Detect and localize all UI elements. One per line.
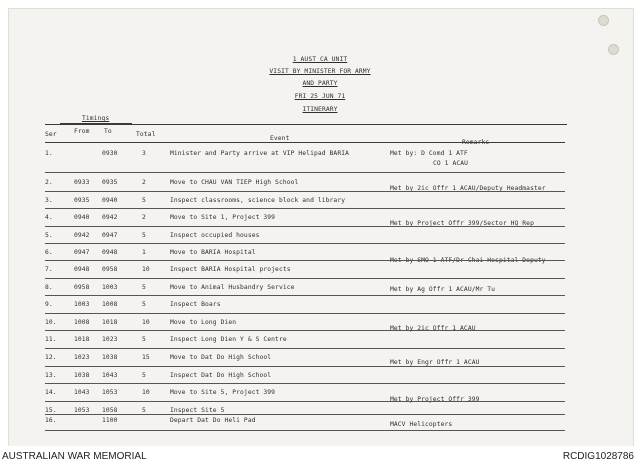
cell-ser: 8. (45, 284, 53, 291)
total-header: Total (136, 131, 156, 138)
cell-event: Move to Site 1, Project 399 (170, 214, 276, 221)
cell-ser: 5. (45, 232, 53, 239)
cell-from: 0947 (74, 249, 90, 256)
event-header: Event (270, 135, 290, 142)
cell-total: 1 (142, 249, 146, 256)
row-rule (45, 172, 565, 173)
punch-hole (608, 44, 619, 55)
cell-total: 5 (142, 232, 146, 239)
cell-event: Inspect classrooms, science block and library (170, 197, 346, 204)
ser-header: Ser (45, 131, 57, 138)
timings-header: Timings (82, 115, 110, 122)
footer-id: RCDIG1028786 (562, 451, 634, 462)
cell-from: 0933 (74, 179, 90, 186)
table-row (0, 197, 640, 212)
row-rule (45, 191, 565, 192)
cell-from: 1023 (74, 354, 90, 361)
cell-from: 1008 (74, 319, 90, 326)
cell-total: 5 (142, 284, 146, 291)
footer-source: AUSTRALIAN WAR MEMORIAL (2, 451, 147, 462)
row-rule (45, 430, 565, 431)
cell-from: 1003 (74, 301, 90, 308)
footer-bar (0, 446, 640, 465)
table-row (0, 249, 640, 264)
cell-event: Move to Dat Do High School (170, 354, 272, 361)
cell-to: 1058 (102, 407, 118, 414)
cell-total: 2 (142, 214, 146, 221)
cell-ser: 11. (45, 336, 57, 343)
row-rule (45, 366, 565, 367)
cell-ser: 2. (45, 179, 53, 186)
table-row (0, 284, 640, 299)
cell-to: 1100 (102, 417, 118, 424)
cell-event: Inspect Long Dien Y & S Centre (170, 336, 287, 343)
cell-remarks: Met by Engr Offr 1 ACAU (390, 359, 480, 366)
row-rule (45, 348, 565, 349)
cell-ser: 12. (45, 354, 57, 361)
table-row (0, 150, 640, 165)
cell-from: 0940 (74, 214, 90, 221)
cell-to: 1053 (102, 389, 118, 396)
table-row (0, 232, 640, 247)
cell-to: 0940 (102, 197, 118, 204)
cell-remarks-second-line: CO 1 ACAU (433, 160, 469, 167)
row-rule (45, 260, 565, 261)
from-header: From (74, 128, 90, 135)
cell-to: 0947 (102, 232, 118, 239)
cell-ser: 3. (45, 197, 53, 204)
row-rule (45, 208, 565, 209)
row-rule (45, 414, 565, 415)
row-rule (45, 401, 565, 402)
cell-total: 5 (142, 197, 146, 204)
punch-hole (598, 15, 609, 26)
header-rule-top (45, 124, 567, 125)
cell-total: 10 (142, 319, 150, 326)
cell-ser: 13. (45, 372, 57, 379)
cell-event: Move to BARIA Hospital (170, 249, 256, 256)
cell-event: Inspect BARIA Hospital projects (170, 266, 291, 273)
row-rule (45, 383, 565, 384)
cell-to: 0942 (102, 214, 118, 221)
cell-total: 2 (142, 179, 146, 186)
cell-ser: 10. (45, 319, 57, 326)
row-rule (45, 295, 565, 296)
cell-total: 3 (142, 150, 146, 157)
cell-from: 1053 (74, 407, 90, 414)
cell-from: 1043 (74, 389, 90, 396)
cell-event: Minister and Party arrive at VIP Helipad BARIA (170, 150, 349, 157)
header-rule-bottom (45, 142, 565, 143)
cell-total: 5 (142, 336, 146, 343)
to-header: To (104, 128, 112, 135)
cell-remarks: Met by Project Offr 399 (390, 396, 480, 403)
cell-remarks: MACV Helicopters (390, 421, 453, 428)
cell-ser: 9. (45, 301, 53, 308)
title-line: ITINERARY (302, 106, 338, 113)
cell-from: 1038 (74, 372, 90, 379)
cell-total: 5 (142, 372, 146, 379)
title-line: AND PARTY (302, 80, 338, 87)
cell-remarks: Met by: D Comd 1 ATF (390, 150, 468, 157)
cell-to: 0948 (102, 249, 118, 256)
title-line: VISIT BY MINISTER FOR ARMY (269, 68, 371, 75)
cell-event: Move to CHAU VAN TIEP High School (170, 179, 299, 186)
cell-total: 5 (142, 301, 146, 308)
cell-to: 1043 (102, 372, 118, 379)
cell-total: 10 (142, 266, 150, 273)
title-line: FRI 25 JUN 71 (294, 93, 346, 100)
cell-ser: 16. (45, 417, 57, 424)
cell-ser: 7. (45, 266, 53, 273)
cell-event: Move to Long Dien (170, 319, 237, 326)
cell-event: Move to Animal Husbandry Service (170, 284, 295, 291)
row-rule (45, 226, 565, 227)
cell-from: 0958 (74, 284, 90, 291)
cell-from: 0935 (74, 197, 90, 204)
cell-ser: 15. (45, 407, 57, 414)
cell-to: 1008 (102, 301, 118, 308)
cell-event: Move to Site 5, Project 399 (170, 389, 276, 396)
cell-remarks: Met by Ag Offr 1 ACAU/Mr Tu (390, 286, 496, 293)
cell-total: 10 (142, 389, 150, 396)
cell-to: 1018 (102, 319, 118, 326)
cell-event: Inspect Boars (170, 301, 221, 308)
cell-remarks: Met by 2ic Offr 1 ACAU/Deputy Headmaster (390, 185, 546, 192)
cell-total: 15 (142, 354, 150, 361)
cell-to: 1038 (102, 354, 118, 361)
remarks-header: Remarks (462, 139, 490, 146)
cell-remarks: Met by Project Offr 399/Sector HQ Rep (390, 220, 534, 227)
table-row (0, 372, 640, 387)
cell-to: 1023 (102, 336, 118, 343)
cell-to: 0930 (102, 150, 118, 157)
cell-remarks: Met by SMO 1 ATF/Dr Chai Hospital Deputy (390, 257, 546, 264)
cell-event: Inspect Site 5 (170, 407, 225, 414)
cell-ser: 6. (45, 249, 53, 256)
cell-from: 1018 (74, 336, 90, 343)
cell-total: 5 (142, 407, 146, 414)
cell-ser: 1. (45, 150, 53, 157)
row-rule (45, 330, 565, 331)
row-rule (45, 278, 565, 279)
cell-to: 0935 (102, 179, 118, 186)
cell-from: 0948 (74, 266, 90, 273)
title-line: 1 AUST CA UNIT (292, 56, 348, 63)
cell-to: 0958 (102, 266, 118, 273)
cell-ser: 14. (45, 389, 57, 396)
row-rule (45, 313, 565, 314)
cell-event: Depart Dat Do Heli Pad (170, 417, 256, 424)
cell-from: 0942 (74, 232, 90, 239)
row-rule (45, 243, 565, 244)
cell-to: 1003 (102, 284, 118, 291)
cell-remarks: Met by 2ic Offr 1 ACAU (390, 325, 476, 332)
cell-event: Inspect occupied houses (170, 232, 260, 239)
cell-event: Inspect Dat Do High School (170, 372, 272, 379)
cell-ser: 4. (45, 214, 53, 221)
table-row (0, 319, 640, 334)
